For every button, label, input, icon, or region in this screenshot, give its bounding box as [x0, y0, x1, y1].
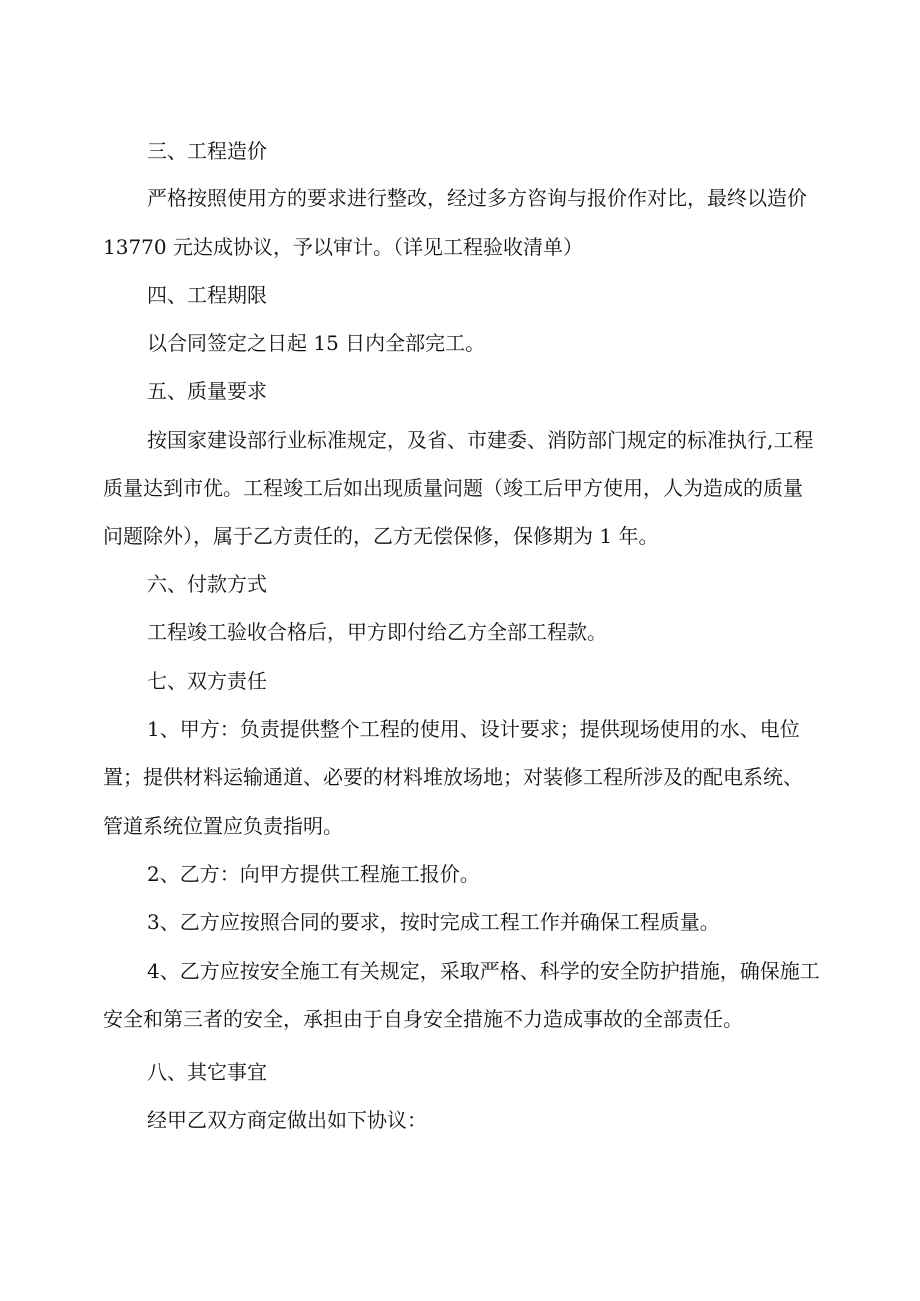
paragraph-line: 问题除外），属于乙方责任的，乙方无偿保修，保修期为 1 年。 [103, 524, 659, 548]
paragraph-line: 工程竣工验收合格后，甲方即付给乙方全部工程款。 [147, 620, 607, 644]
paragraph-line: 以合同签定之日起 15 日内全部完工。 [147, 331, 486, 355]
paragraph-line: 4、乙方应按安全施工有关规定，采取严格、科学的安全防护措施，确保施工 [147, 959, 820, 983]
section-heading-quality: 五、质量要求 [147, 379, 267, 403]
paragraph-line: 严格按照使用方的要求进行整改，经过多方咨询与报价作对比，最终以造价 [147, 186, 807, 210]
paragraph-line: 13770 元达成协议，予以审计。（详见工程验收清单） [103, 235, 583, 259]
paragraph-line: 3、乙方应按照合同的要求，按时完成工程工作并确保工程质量。 [147, 910, 720, 934]
paragraph-line: 安全和第三者的安全，承担由于自身安全措施不力造成事故的全部责任。 [103, 1007, 743, 1031]
paragraph-line: 管道系统位置应负责指明。 [103, 814, 343, 838]
paragraph-line: 质量达到市优。工程竣工后如出现质量问题（竣工后甲方使用，人为造成的质量 [103, 476, 803, 500]
paragraph-line: 2、乙方：向甲方提供工程施工报价。 [147, 862, 480, 886]
paragraph-line: 置；提供材料运输通道、必要的材料堆放场地；对装修工程所涉及的配电系统、 [103, 765, 803, 789]
section-heading-payment: 六、付款方式 [147, 572, 267, 596]
section-heading-cost: 三、工程造价 [147, 139, 267, 163]
paragraph-line: 经甲乙双方商定做出如下协议： [147, 1108, 427, 1132]
section-heading-responsibilities: 七、双方责任 [147, 669, 267, 693]
paragraph-line: 按国家建设部行业标准规定，及省、市建委、消防部门规定的标准执行,工程 [147, 428, 814, 452]
paragraph-line: 1、甲方：负责提供整个工程的使用、设计要求；提供现场使用的水、电位 [147, 717, 800, 741]
section-heading-period: 四、工程期限 [147, 283, 267, 307]
section-heading-other: 八、其它事宜 [147, 1060, 267, 1084]
